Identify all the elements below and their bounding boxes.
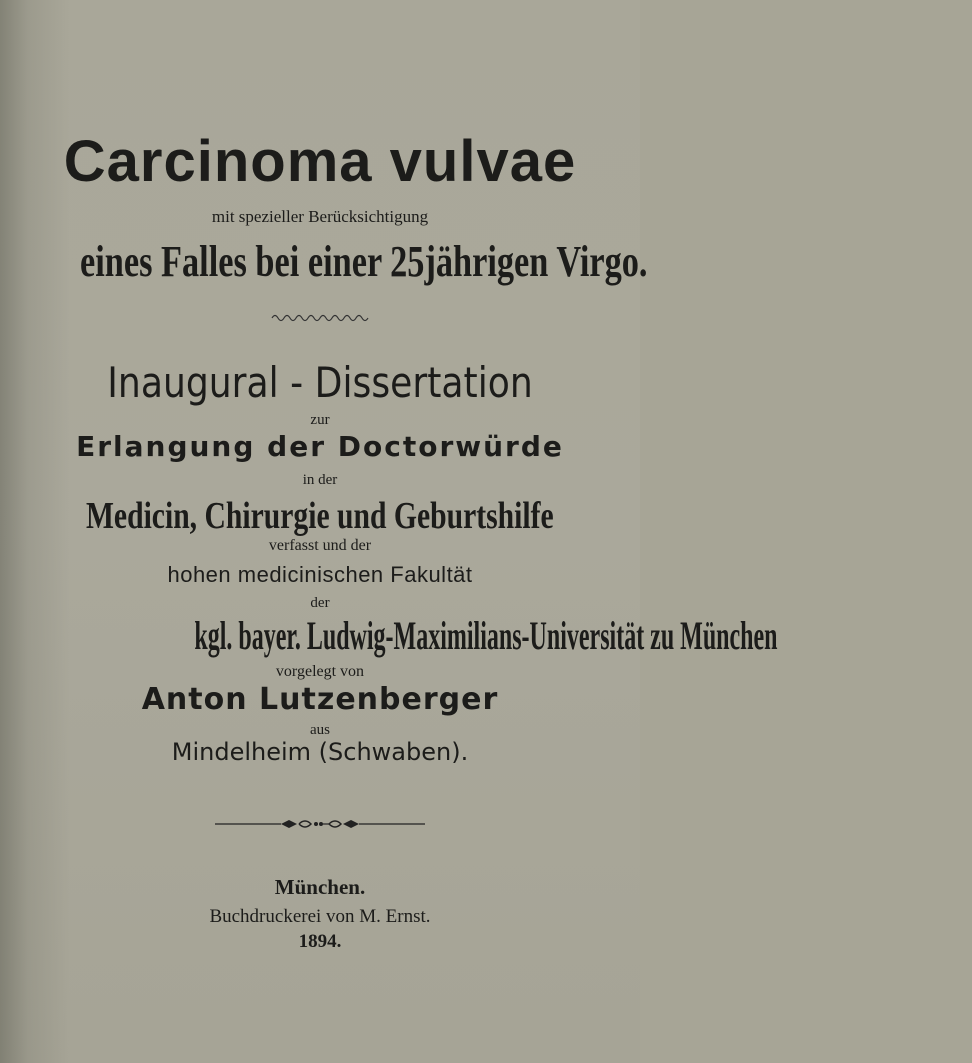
university-line-text: kgl. bayer. Ludwig-Maximilians-Universität zu München [194,613,778,658]
subtitle-line-2-text: eines Falles bei einer 25jährigen Virgo. [80,237,648,286]
university-line [0,612,778,659]
der-text: der [310,595,330,611]
wavy-ornament [0,310,640,324]
document-title: Carcinoma vulvae [63,129,577,194]
printer-line: Buchdruckerei von M. Ernst. [209,906,431,927]
degree-line: Erlangung der Doctorwürde [76,430,564,463]
author-name: Anton Lutzenberger [141,682,499,717]
subtitle-line-1: mit spezieller Berücksichtigung [211,207,429,226]
hometown-line: Mindelheim (Schwaben). [171,738,469,766]
publication-year: 1894. [298,931,342,952]
fields-line-text: Medicin, Chirurgie und Geburtshilfe [86,495,554,537]
rule-ornament [0,816,640,832]
in-der-text: in der [302,472,338,488]
faculty-line: hohen medicinischen Fakultät [167,562,473,587]
zur-text: zur [310,412,330,428]
publication-city: München. [274,875,366,899]
dissertation-heading: Inaugural - Dissertation [107,358,533,407]
aus-text: aus [310,722,330,738]
verfasst-text: verfasst und der [268,537,372,554]
vorgelegt-text: vorgelegt von [275,663,365,680]
fields-line [0,494,640,538]
subtitle-line-2 [0,236,648,287]
